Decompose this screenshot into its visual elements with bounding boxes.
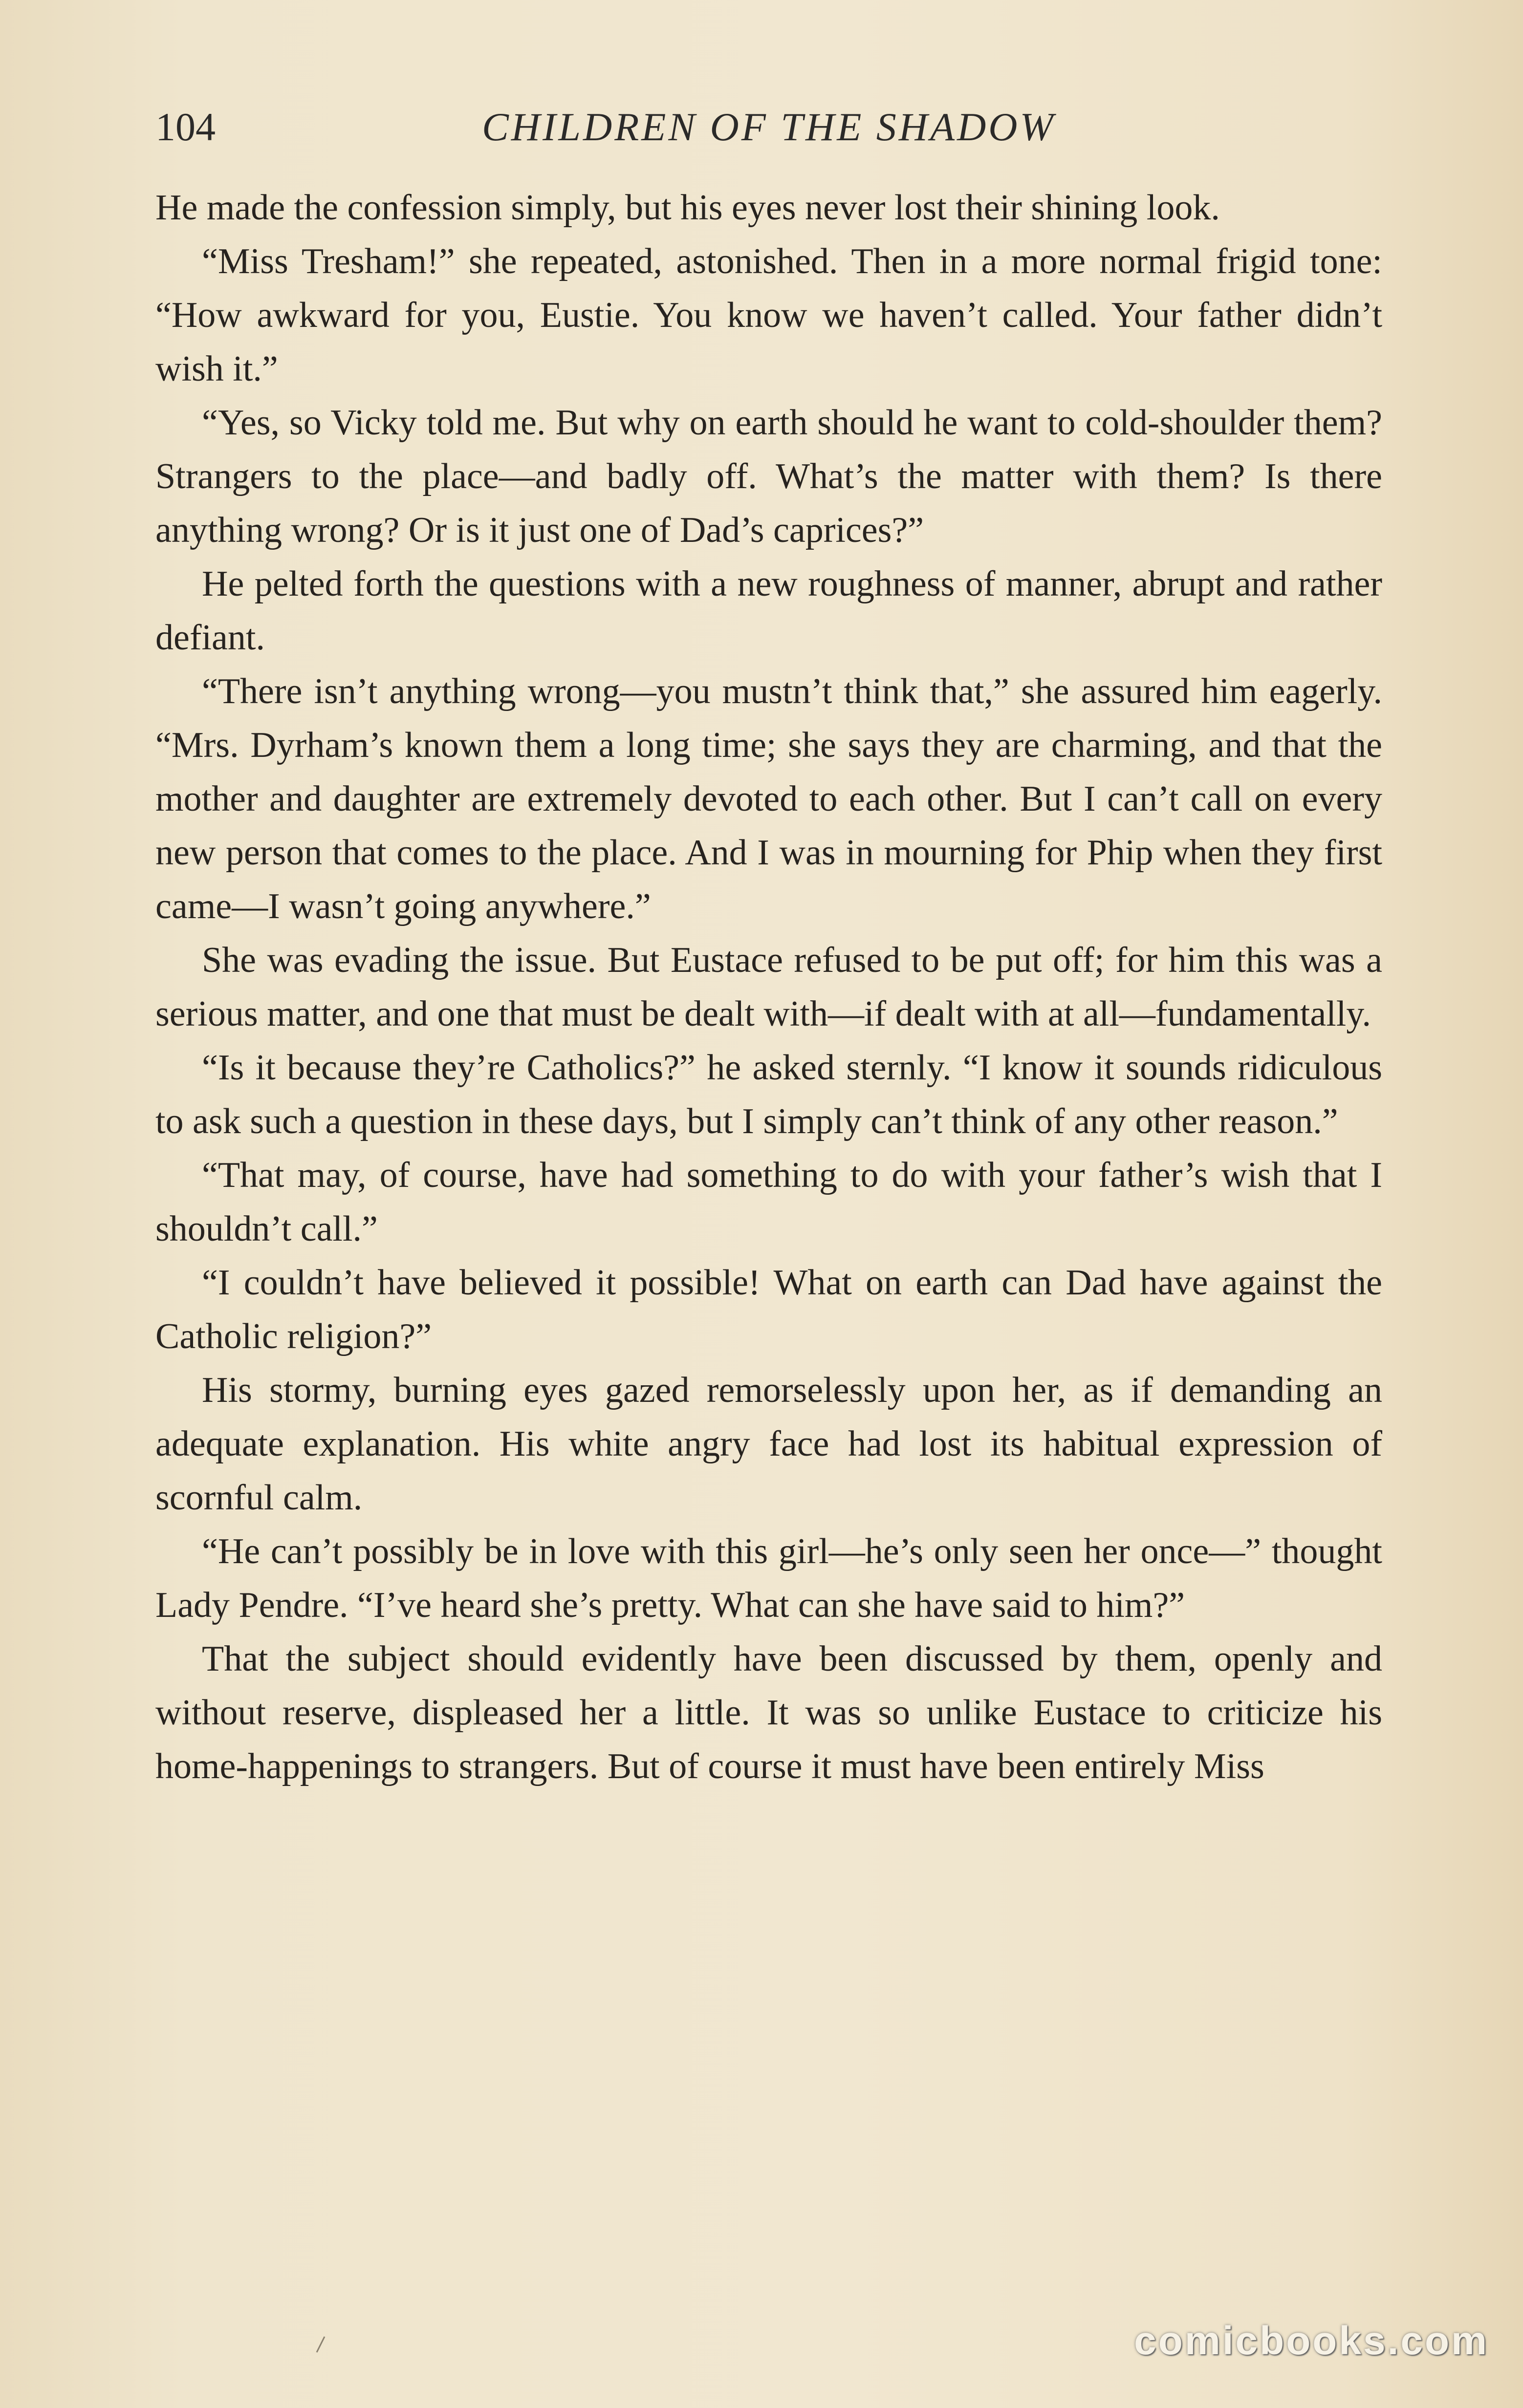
paragraph: “He can’t possibly be in love with this girl—he’s only seen her once—” thought Lady Pendre. “I’ve heard she’s pretty. What can she have said to him?” bbox=[155, 1531, 1382, 1625]
page-number: 104 bbox=[155, 105, 216, 149]
paragraph: “There isn’t anything wrong—you mustn’t think that,” she assured him eagerly. “Mrs. Dyrham’s known them a long time; she says they are charming, and that the mother and daughter are extremely devoted to each other. But I can’t call on every new person that comes to the place. And I was in mourning for Phip when they first came—I wasn’t going anywhere.” bbox=[155, 671, 1382, 926]
paragraph: “Yes, so Vicky told me. But why on earth should he want to cold-shoulder them? Strangers to the place—and badly off. What’s the matter with them? Is there anything wrong? Or is it just one of Dad’s caprices?” bbox=[155, 403, 1382, 550]
paragraph: He pelted forth the questions with a new roughness of manner, abrupt and rather defiant. bbox=[155, 564, 1382, 658]
paragraph: She was evading the issue. But Eustace refused to be put off; for him this was a serious matter, and one that must be dealt with—if dealt with at all—fundamentally. bbox=[155, 940, 1382, 1034]
paragraph: That the subject should evidently have been discussed by them, openly and without reserve, displeased her a little. It was so unlike Eustace to criticize his home-happenings to strangers. But of course it must have been entirely Miss bbox=[155, 1639, 1382, 1786]
watermark: comicbooks.com bbox=[1134, 2319, 1489, 2363]
page-header bbox=[155, 98, 1382, 156]
paragraph: “Miss Tresham!” she repeated, astonished. Then in a more normal frigid tone: “How awkward for you, Eustie. You know we haven’t called. Your father didn’t wish it.” bbox=[155, 241, 1382, 389]
paragraph: He made the confession simply, but his eyes never lost their shining look. bbox=[155, 188, 1220, 228]
paragraph: “I couldn’t have believed it possible! What on earth can Dad have against the Catholic religion?” bbox=[155, 1263, 1382, 1356]
running-title: CHILDREN OF THE SHADOW bbox=[482, 105, 1056, 149]
body-text bbox=[155, 181, 1382, 1793]
pencil-mark bbox=[313, 2335, 327, 2354]
paragraph: “That may, of course, have had something to do with your father’s wish that I shouldn’t call.” bbox=[155, 1155, 1382, 1249]
paragraph: “Is it because they’re Catholics?” he asked sternly. “I know it sounds ridiculous to ask such a question in these days, but I simply can’t think of any other reason.” bbox=[155, 1048, 1382, 1141]
paragraph: His stormy, burning eyes gazed remorselessly upon her, as if demanding an adequate explanation. His white angry face had lost its habitual expression of scornful calm. bbox=[155, 1370, 1382, 1518]
